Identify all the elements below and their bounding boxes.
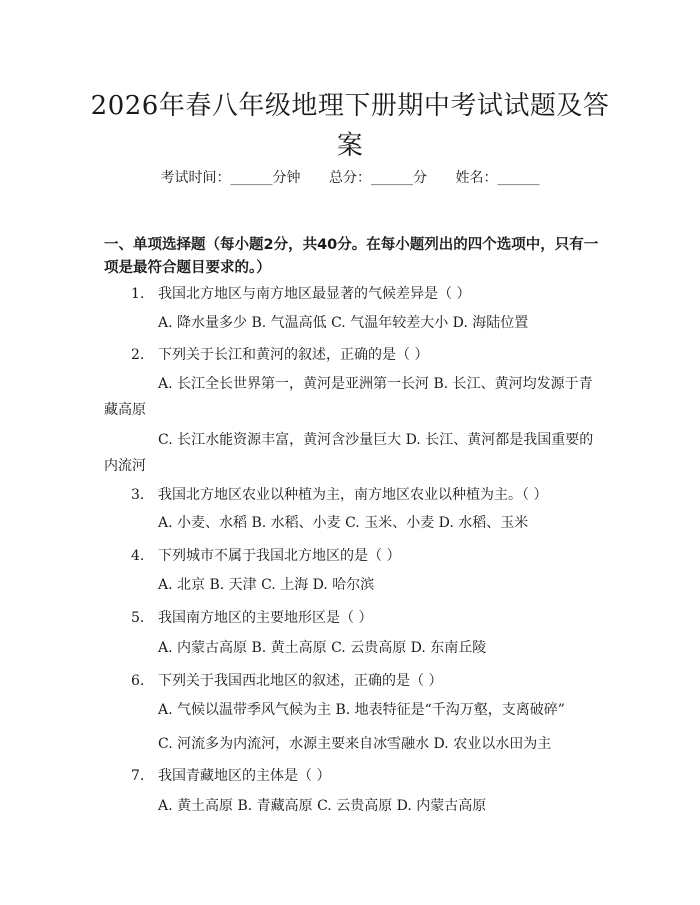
question-item (104, 344, 609, 366)
question-text: 我国北方地区与南方地区最显著的气候差异是（ ） (158, 286, 471, 302)
question-item (104, 283, 609, 305)
question-options: A. 小麦、水稻 B. 水稻、小麦 C. 玉米、小麦 D. 水稻、玉米 (158, 515, 529, 531)
question-item (104, 765, 609, 787)
question-options: C. 河流多为内流河，水源主要来自冰雪融水 D. 农业以水田为主 (158, 736, 552, 752)
question-options: A. 长江全长世界第一，黄河是亚洲第一长河 B. 长江、黄河均发源于青藏高原 (104, 376, 593, 418)
exam-info-line (0, 168, 700, 188)
question-number: 5. (131, 610, 145, 626)
question-text: 下列关于长江和黄河的叙述，正确的是（ ） (158, 347, 429, 363)
question-options: A. 内蒙古高原 B. 黄土高原 C. 云贵高原 D. 东南丘陵 (158, 640, 487, 656)
question-number: 7. (131, 768, 145, 784)
question-number: 2. (131, 347, 145, 363)
question-options: C. 长江水能资源丰富，黄河含沙量巨大 D. 长江、黄河都是我国重要的内流河 (104, 432, 594, 474)
section-heading: 一、单项选择题（每小题2分，共40分。在每小题列出的四个选项中，只有一项是最符合题目要求的。） (104, 237, 599, 276)
question-text: 我国南方地区的主要地形区是（ ） (158, 610, 373, 626)
total-score-field: 总分：______分 (329, 170, 427, 186)
question-number: 6. (131, 673, 145, 689)
question-item (104, 545, 609, 567)
question-number: 1. (131, 286, 145, 302)
question-text: 下列关于我国西北地区的叙述，正确的是（ ） (158, 673, 443, 689)
question-item (104, 670, 609, 692)
question-number: 4. (131, 548, 145, 564)
student-name-field: 姓名：______ (455, 170, 540, 186)
question-options: A. 气候以温带季风气候为主 B. 地表特征是“千沟万壑，支离破碎” (158, 702, 565, 718)
question-options: A. 黄土高原 B. 青藏高原 C. 云贵高原 D. 内蒙古高原 (158, 798, 487, 814)
exam-time-field: 考试时间：______分钟 (160, 170, 301, 186)
document-title: 2026年春八年级地理下册期中考试试题及答案 (90, 91, 610, 161)
question-options: A. 降水量多少 B. 气温高低 C. 气温年较差大小 D. 海陆位置 (158, 315, 529, 331)
question-item (104, 484, 609, 506)
question-text: 我国青藏地区的主体是（ ） (158, 768, 331, 784)
question-text: 下列城市不属于我国北方地区的是（ ） (158, 548, 401, 564)
question-number: 3. (131, 487, 145, 503)
question-options: A. 北京 B. 天津 C. 上海 D. 哈尔滨 (158, 577, 375, 593)
question-text: 我国北方地区农业以种植为主，南方地区农业以种植为主。（ ） (158, 487, 548, 503)
question-item (104, 607, 609, 629)
